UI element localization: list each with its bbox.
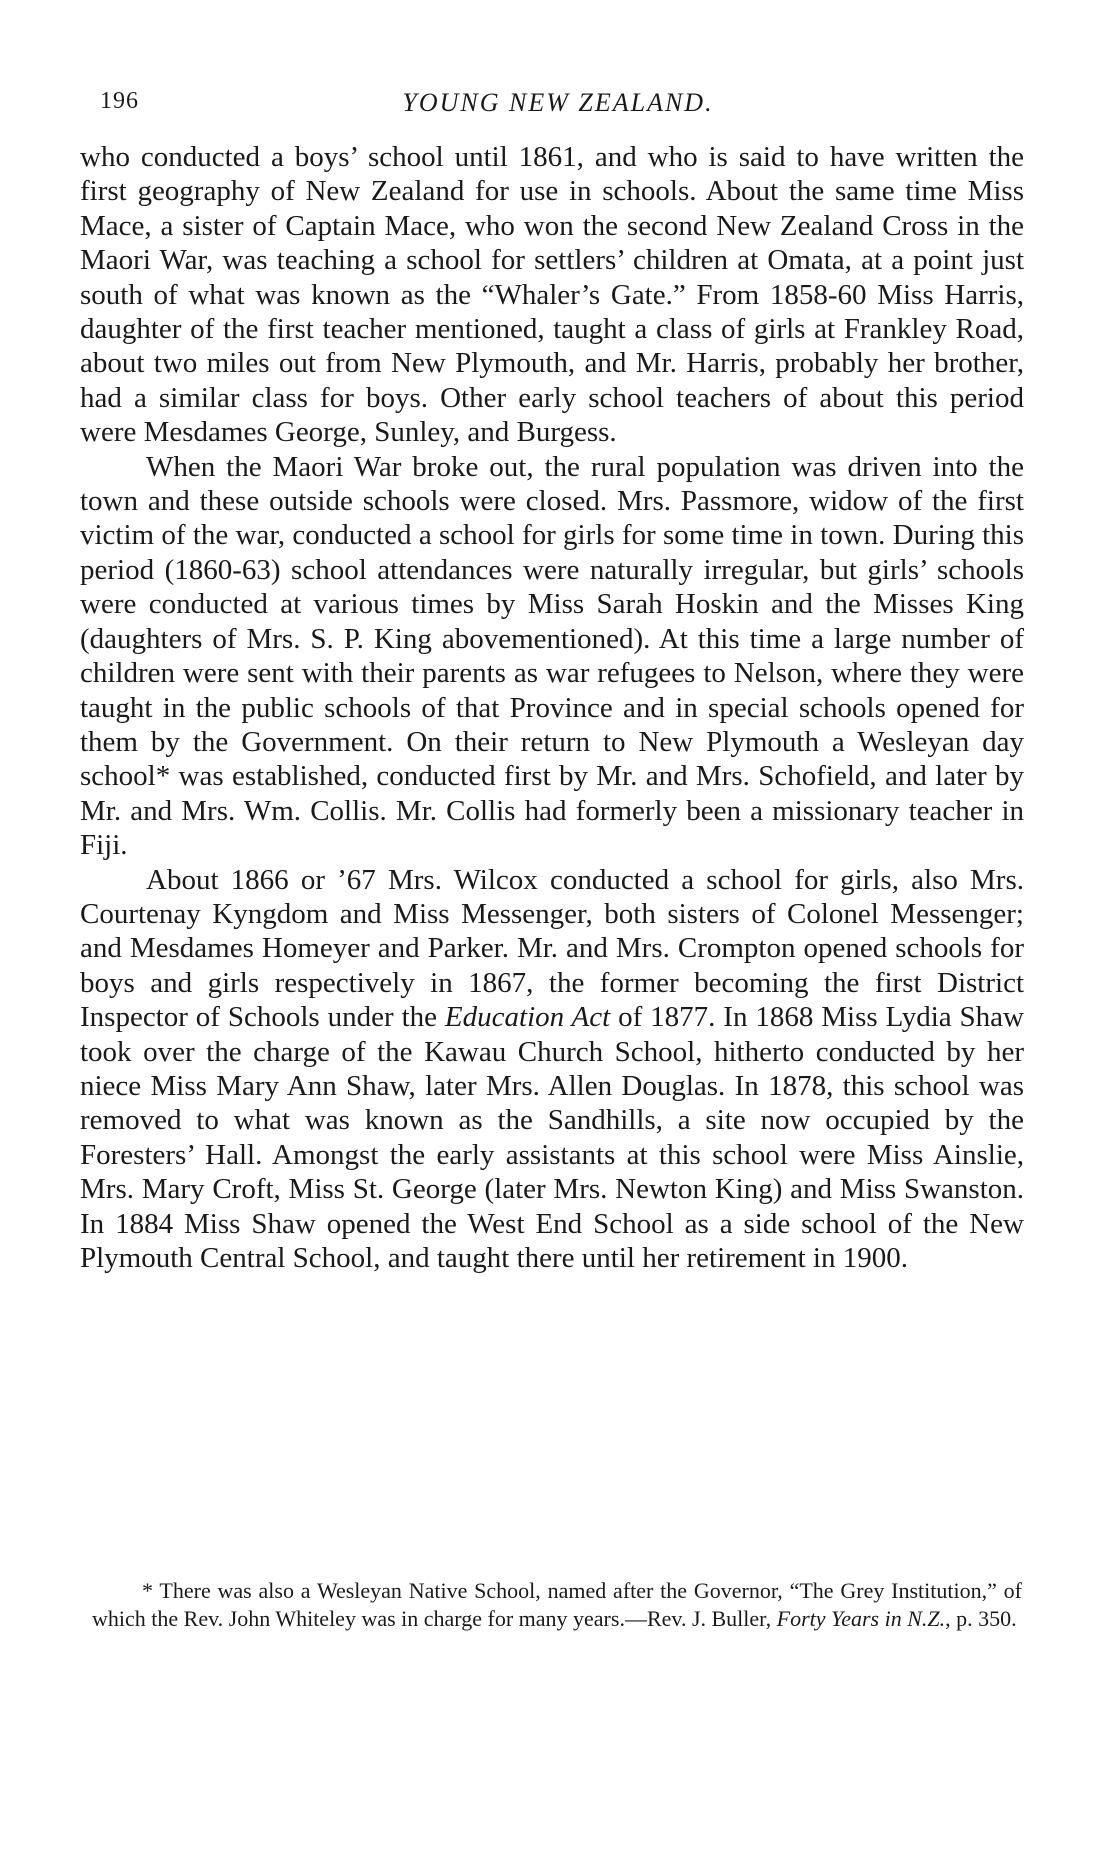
page-number: 196 — [100, 88, 139, 114]
paragraph-3-text-end: of 1877. In 1868 Miss Lydia Shaw took over the charge of the Kawau Church School, hitherto conducted by her niece Miss Mary Ann Shaw, later Mrs. Allen Douglas. In 1878, this school was removed to what was known as the Sandhills, a site now occupied by the Foresters’ Hall. Amongst the early assistants at this school were Miss Ainslie, Mrs. Mary Croft, Miss St. George (later Mrs. Newton King) and Miss Swanston. In 1884 Miss Shaw opened the West End School as a side school of the New Plymouth Central School, and taught there until her retirement in 1900. — [80, 1001, 1024, 1274]
footnote-text-end: , p. 350. — [945, 1606, 1017, 1631]
paragraph-2: When the Maori War broke out, the rural population was driven into the town and these outside schools were closed. Mrs. Passmore, widow of the first victim of the war, conducted a school for girls for some time in town. During this period (1860-63) school attendances were naturally irregular, but girls’ schools were conducted at various times by Miss Sarah Hoskin and the Misses King (daughters of Mrs. S. P. King abovementioned). At this time a large number of children were sent with their parents as war refugees to Nelson, where they were taught in the public schools of that Province and in special schools opened for them by the Government. On their return to New Plymouth a Wesleyan day school* was established, conducted first by Mr. and Mrs. Schofield, and later by Mr. and Mrs. Wm. Collis. Mr. Collis had formerly been a missionary teacher in Fiji. — [80, 450, 1024, 862]
education-act-title: Education Act — [444, 1001, 611, 1034]
running-head — [88, 84, 1028, 124]
paragraph-3-text-start: About 1866 or ’67 Mrs. Wilcox conducted a school for girls, also Mrs. Courtenay Kyngdom and Miss Messenger, both sisters of Colonel Messenger; and Mesdames Homeyer and Parker. Mr. and Mrs. Crompton opened schools for boys and girls respectively in 1867, the former becoming the first District Inspector of Schools under the — [80, 863, 1024, 1034]
footnote-text-start: * There was also a Wesleyan Native School, named after the Governor, “The Grey Institution,” of which the Rev. John Whiteley was in charge for many years.—Rev. J. Buller, — [92, 1578, 1022, 1631]
body-text — [80, 140, 1024, 1275]
paragraph-3 — [80, 863, 1024, 1276]
running-title: YOUNG NEW ZEALAND. — [402, 88, 714, 117]
paragraph-1: who conducted a boys’ school until 1861, and who is said to have written the first geography of New Zealand for use in schools. About the same time Miss Mace, a sister of Captain Mace, who won the second New Zealand Cross in the Maori War, was teaching a school for settlers’ children at Omata, at a point just south of what was known as the “Whaler’s Gate.” From 1858-60 Miss Harris, daughter of the first teacher mentioned, taught a class of girls at Frankley Road, about two miles out from New Plymouth, and Mr. Harris, probably her brother, had a similar class for boys. Other early school teachers of about this period were Mesdames George, Sunley, and Burgess. — [80, 141, 1024, 449]
footnote-book-title: Forty Years in N.Z. — [776, 1606, 946, 1631]
footnote — [92, 1577, 1022, 1633]
